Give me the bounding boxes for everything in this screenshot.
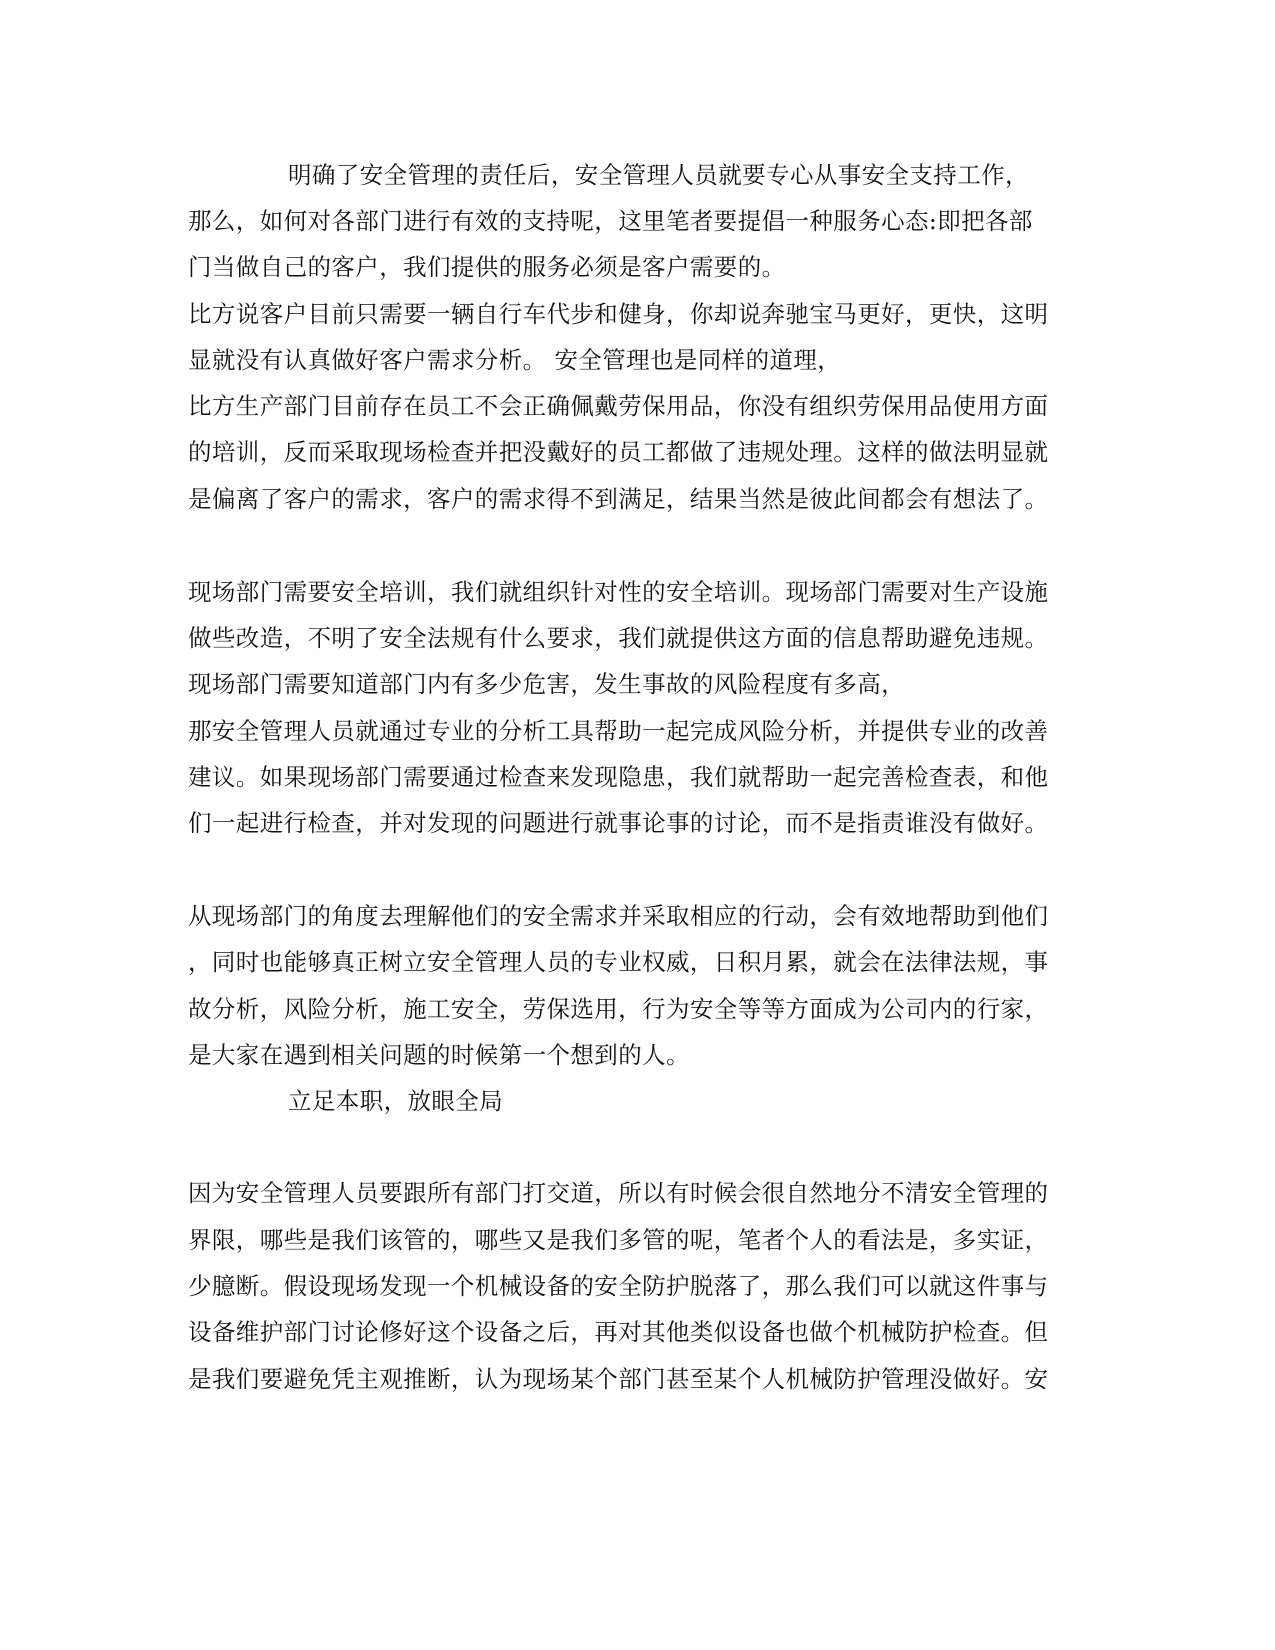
paragraph-line: 比方生产部门目前存在员工不会正确佩戴劳保用品，你没有组织劳保用品使用方面 (188, 392, 1049, 420)
paragraph-line: 那么，如何对各部门进行有效的支持呢，这里笔者要提倡一种服务心态:即把各部 (188, 207, 1033, 235)
paragraph-line: 是我们要避免凭主观推断，认为现场某个部门甚至某个人机械防护管理没做好。安 (188, 1365, 1049, 1393)
paragraph-line: 建议。如果现场部门需要通过检查来发现隐患，我们就帮助一起完善检查表，和他 (188, 763, 1049, 791)
paragraph-line: 故分析，风险分析，施工安全，劳保选用，行为安全等等方面成为公司内的行家， (188, 995, 1049, 1023)
paragraph-line: 界限，哪些是我们该管的，哪些又是我们多管的呢，笔者个人的看法是，多实证， (188, 1226, 1049, 1254)
paragraph-line: 现场部门需要安全培训，我们就组织针对性的安全培训。现场部门需要对生产设施 (188, 578, 1049, 606)
paragraph-line: 明确了安全管理的责任后，安全管理人员就要专心从事安全支持工作， (288, 161, 1029, 189)
paragraph-line: 从现场部门的角度去理解他们的安全需求并采取相应的行动，会有效地帮助到他们 (188, 902, 1049, 930)
paragraph-line: 那安全管理人员就通过专业的分析工具帮助一起完成风险分析，并提供专业的改善 (188, 717, 1049, 745)
paragraph-line: ，同时也能够真正树立安全管理人员的专业权威，日积月累，就会在法律法规，事 (188, 948, 1049, 976)
paragraph-line: 做些改造，不明了安全法规有什么要求，我们就提供这方面的信息帮助避免违规。 (188, 624, 1049, 652)
section-heading: 立足本职，放眼全局 (288, 1087, 504, 1115)
paragraph-line: 的培训，反而采取现场检查并把没戴好的员工都做了违规处理。这样的做法明显就 (188, 438, 1049, 466)
paragraph-line: 显就没有认真做好客户需求分析。 安全管理也是同样的道理， (188, 346, 842, 374)
paragraph-line: 门当做自己的客户，我们提供的服务必须是客户需要的。 (188, 253, 786, 281)
paragraph-line: 现场部门需要知道部门内有多少危害，发生事故的风险程度有多高， (188, 670, 905, 698)
paragraph-line: 因为安全管理人员要跟所有部门打交道，所以有时候会很自然地分不清安全管理的 (188, 1179, 1049, 1207)
paragraph-line: 是大家在遇到相关问题的时候第一个想到的人。 (188, 1041, 690, 1069)
paragraph-line: 比方说客户目前只需要一辆自行车代步和健身，你却说奔驰宝马更好，更快，这明 (188, 300, 1049, 328)
paragraph-line: 是偏离了客户的需求，客户的需求得不到满足，结果当然是彼此间都会有想法了。 (188, 485, 1049, 513)
paragraph-line: 们一起进行检查，并对发现的问题进行就事论事的讨论，而不是指责谁没有做好。 (188, 809, 1049, 837)
paragraph-line: 少臆断。假设现场发现一个机械设备的安全防护脱落了，那么我们可以就这件事与 (188, 1272, 1049, 1300)
paragraph-line: 设备维护部门讨论修好这个设备之后，再对其他类似设备也做个机械防护检查。但 (188, 1318, 1049, 1346)
